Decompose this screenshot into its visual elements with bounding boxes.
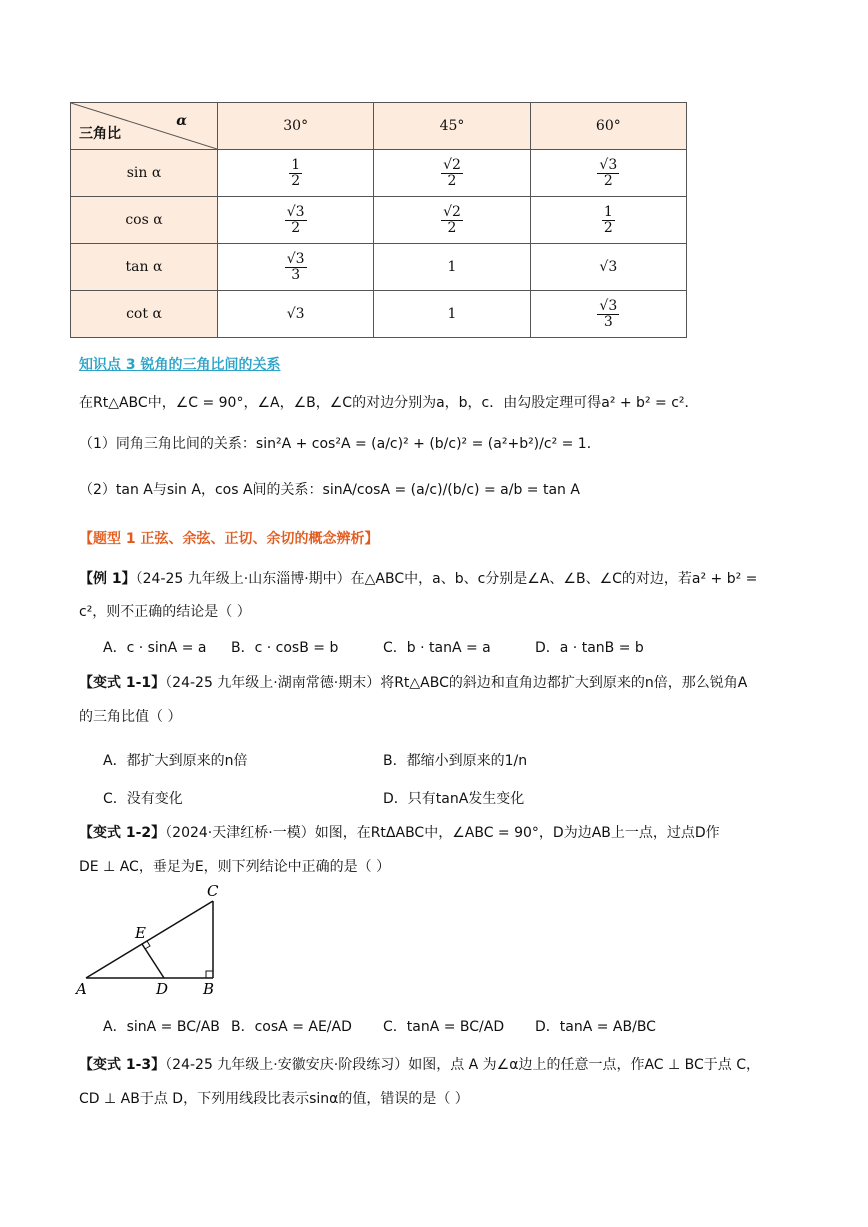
relation-1-prefix: （1）同角三角比间的关系：: [79, 436, 256, 452]
variant-1-1-tag: 【变式 1-1】: [79, 675, 166, 691]
variant-1-2-tag: 【变式 1-2】: [79, 825, 166, 841]
variant-1-1-line-1: [79, 672, 747, 692]
row-label: cos α: [71, 197, 218, 244]
numerator: 1: [291, 156, 301, 173]
table-cell: [374, 150, 530, 197]
relation-2-formula: sinA/cosA = (a/c)/(b/c) = a/b = tan A: [322, 482, 580, 498]
variant-1-3-text-1: （24-25 九年级上·安徽安庆·阶段练习）如图，点 A 为∠α边上的任意一点，作AC ⊥ BC于点 C，: [165, 1057, 761, 1073]
angle-header-60: 60°: [530, 103, 686, 150]
fraction: [289, 158, 302, 188]
relation-1-formula: sin²A + cos²A = (a/c)² + (b/c)² = (a²+b²)/c² = 1．: [255, 436, 601, 452]
fraction: [602, 205, 615, 235]
knowledge-point-heading: 知识点 3 锐角的三角比间的关系: [79, 357, 281, 373]
table-cell: [218, 244, 374, 291]
numerator: √3: [599, 156, 618, 173]
table-cell: [530, 291, 686, 338]
variant-1-2-line-1: [79, 822, 720, 842]
variant-1-1-option-b: B．都缩小到原来的1/n: [383, 753, 528, 769]
numerator: √2: [443, 203, 461, 220]
table-row-tan: [71, 244, 687, 291]
denominator: 3: [603, 313, 613, 330]
cell-value: 1: [447, 306, 457, 322]
denominator: 2: [291, 219, 301, 236]
cell-value: √3: [599, 259, 618, 275]
example-1-option-a: A．c · sinA = a: [103, 640, 207, 656]
relation-2-prefix: （2）tan A与sin A，cos A间的关系：: [79, 482, 323, 498]
numerator: 1: [603, 203, 613, 220]
variant-1-1-text-1: （24-25 九年级上·湖南常德·期末）将Rt△ABC的斜边和直角边都扩大到原来的n倍，那么锐角A: [165, 675, 748, 691]
row-label: sin α: [71, 150, 218, 197]
denominator: 3: [291, 266, 301, 283]
example-1-text-1: （24-25 九年级上·山东淄博·期中）在△ABC中，a、b、c分别是∠A、∠B、∠C的对边，若a² + b² =: [135, 571, 758, 587]
table-cell: [374, 291, 530, 338]
table-row-sin: [71, 150, 687, 197]
numerator: √2: [443, 156, 461, 173]
denominator: 2: [603, 219, 613, 236]
label-c: C: [207, 882, 219, 900]
cell-value: 1: [447, 259, 457, 275]
numerator: √3: [599, 297, 618, 314]
variant-1-2-text-1: （2024·天津红桥·一模）如图，在RtΔABC中，∠ABC = 90°，D为边AB上一点，过点D作: [165, 825, 720, 841]
table-cell: [218, 150, 374, 197]
variant-1-1-option-c: C．没有变化: [103, 791, 183, 807]
right-angle-mark-b: [206, 971, 213, 978]
table-row-cot: [71, 291, 687, 338]
fraction: [285, 252, 307, 282]
variant-1-1-option-a: A．都扩大到原来的n倍: [103, 753, 248, 769]
table-cell: [374, 244, 530, 291]
example-1-option-b: B．c · cosB = b: [231, 640, 339, 656]
example-1-option-c: C．b · tanA = a: [383, 640, 491, 656]
row-label: tan α: [71, 244, 218, 291]
denominator: 2: [447, 172, 457, 189]
variant-1-2-option-d: D．tanA = AB/BC: [535, 1019, 656, 1035]
table-cell: [374, 197, 530, 244]
row-label: cot α: [71, 291, 218, 338]
knowledge-intro: 在Rt△ABC中，∠C = 90°，∠A，∠B，∠C的对边分别为a，b，c．由勾股定理可得a² + b² = c²．: [79, 395, 699, 411]
label-a: A: [76, 980, 87, 998]
fraction: [441, 205, 463, 235]
triangle-figure: [74, 880, 224, 998]
label-b: B: [203, 980, 215, 998]
side-ac: [86, 901, 213, 978]
type-1-heading: 【题型 1 正弦、余弦、正切、余切的概念辨析】: [79, 531, 379, 547]
table-cell: [530, 197, 686, 244]
numerator: √3: [286, 250, 305, 267]
table-cell: [530, 244, 686, 291]
table-corner-cell: [71, 103, 218, 150]
variant-1-1-text-2: 的三角比值（ ）: [79, 709, 182, 725]
fraction: [441, 158, 463, 188]
corner-alpha: α: [176, 113, 187, 129]
example-1-line-1: [79, 568, 757, 588]
variant-1-3-tag: 【变式 1-3】: [79, 1057, 166, 1073]
denominator: 2: [603, 172, 613, 189]
example-1-tag: 【例 1】: [79, 571, 136, 587]
variant-1-2-option-a: A．sinA = BC/AB: [103, 1019, 220, 1035]
corner-label: 三角比: [79, 126, 121, 142]
table-cell: [218, 291, 374, 338]
fraction: [285, 205, 307, 235]
label-d: D: [156, 980, 169, 998]
variant-1-3-text-2: CD ⊥ AB于点 D，下列用线段比表示sinα的值，错误的是（ ）: [79, 1091, 469, 1107]
relation-1: [79, 433, 601, 453]
table-row-cos: [71, 197, 687, 244]
angle-header-45: 45°: [374, 103, 530, 150]
fraction: [597, 158, 619, 188]
denominator: 2: [291, 172, 301, 189]
table-header-row: [71, 103, 687, 150]
denominator: 2: [447, 219, 457, 236]
variant-1-1-option-d: D．只有tanA发生变化: [383, 791, 525, 807]
variant-1-2-option-b: B．cosA = AE/AD: [231, 1019, 352, 1035]
example-1-text-2: c²，则不正确的结论是（ ）: [79, 604, 251, 620]
example-1-option-d: D．a · tanB = b: [535, 640, 644, 656]
label-e: E: [135, 924, 146, 942]
relation-2: [79, 479, 580, 499]
trig-value-table: [70, 102, 687, 338]
variant-1-2-text-2: DE ⊥ AC，垂足为E，则下列结论中正确的是（ ）: [79, 859, 391, 875]
numerator: √3: [286, 203, 305, 220]
variant-1-3-line-1: [79, 1054, 760, 1074]
angle-header-30: 30°: [218, 103, 374, 150]
variant-1-2-option-c: C．tanA = BC/AD: [383, 1019, 505, 1035]
cell-value: √3: [286, 306, 305, 322]
table-cell: [218, 197, 374, 244]
fraction: [597, 299, 619, 329]
table-cell: [530, 150, 686, 197]
